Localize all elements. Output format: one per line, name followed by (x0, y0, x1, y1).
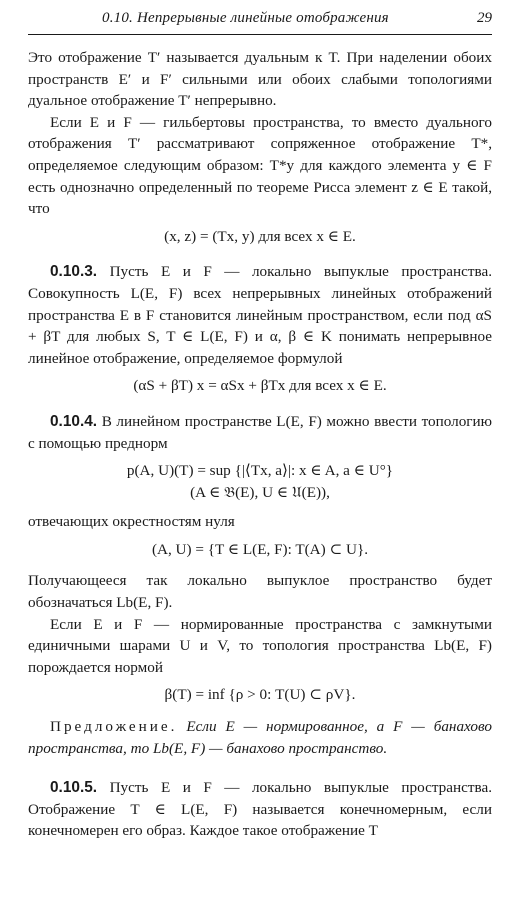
section-number: 0.10.4. (50, 412, 98, 430)
formula: (x, z) = (Tx, y) для всех x ∈ E. (164, 227, 356, 245)
section-number: 0.10.5. (50, 779, 98, 797)
section-text: В линейном пространстве L(E, F) можно ввести топологию с помощью преднорм (28, 412, 492, 452)
book-page (28, 8, 492, 842)
section-number: 0.10.3. (50, 263, 98, 281)
header-rule (28, 34, 492, 35)
paragraph: Это отображение T′ называется дуальным к T. При наделении обоих пространств E′ и F′ сильными или обоих слабыми топологиями дуальное отображение T′ непрерывно. (28, 49, 492, 110)
section-0-10-5 (28, 777, 492, 842)
section-0-10-3 (28, 261, 492, 369)
section-text: Пусть E и F — локально выпуклые пространства. Совокупность L(E, F) всех непрерывных линейных отображений пространства E в F становится линейным пространством, если под αS + βT для любых S, T ∈ L(E, F) и α, β ∈ K понимать непрерывное линейное отображение, определяемое формулой (28, 263, 492, 367)
formula: (A ∈ 𝔅(E), U ∈ 𝔘(E)), (190, 483, 330, 501)
proposition-label: Предложение. (50, 718, 178, 736)
proposition (28, 716, 492, 759)
paragraph: отвечающих окрестностям нуля (28, 513, 235, 531)
proposition-text: Если E — нормированное, а F — банахово пространства, то Lb(E, F) — банахово пространство. (28, 718, 492, 757)
section-text: Пусть E и F — локально выпуклые пространства. Отображение T ∈ L(E, F) называется конечномерным, если конечномерен его образ. Каждое такое отображение T (28, 779, 492, 840)
paragraph: Если E и F — нормированные пространства с замкнутыми единичными шарами U и V, то топология пространства Lb(E, F) порождается нормой (28, 615, 492, 676)
formula: β(T) = inf {ρ > 0: T(U) ⊂ ρV}. (164, 686, 356, 704)
formula: p(A, U)(T) = sup {|⟨Tx, a⟩|: x ∈ A, a ∈ U°} (126, 462, 394, 480)
page-number: 29 (477, 10, 492, 26)
formula: (A, U) = {T ∈ L(E, F): T(A) ⊂ U}. (151, 540, 369, 558)
formula: (αS + βT) x = αSx + βTx для всех x ∈ E. (133, 377, 387, 395)
chapter-title: 0.10. Непрерывные линейные отображения (102, 10, 389, 26)
paragraph: Если E и F — гильбертовы пространства, то вместо дуального отображения T′ рассматривают сопряженное отображение T*, определяемое следующим образом: T*y для каждого элемента y ∈ F есть однозначно определенный по теореме Рисса элемент z ∈ E такой, что (28, 113, 492, 218)
paragraph: Получающееся так локально выпуклое пространство будет обозначаться Lb(E, F). (28, 572, 492, 612)
section-0-10-4 (28, 411, 492, 454)
